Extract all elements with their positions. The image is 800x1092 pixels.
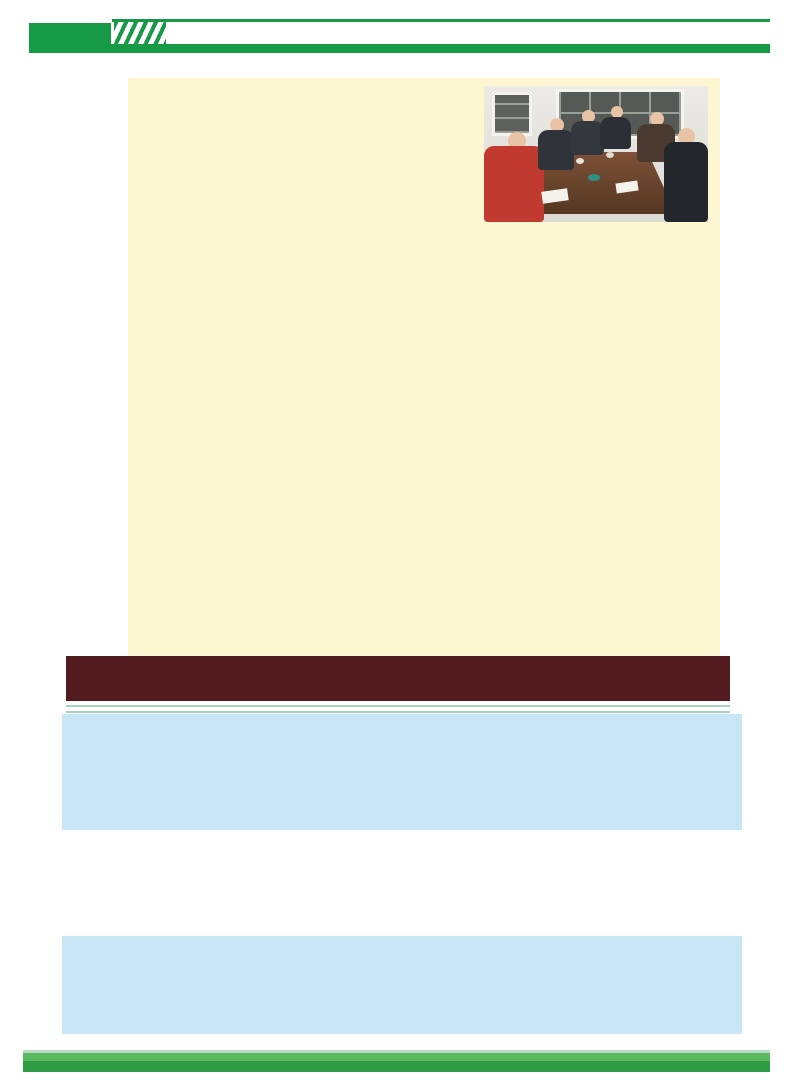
conference-photo-strip xyxy=(57,832,745,930)
footer-bar-mid xyxy=(23,1053,770,1061)
article-lead-box xyxy=(62,714,742,830)
meeting-room-photo xyxy=(484,86,708,222)
photo-cup xyxy=(606,152,614,158)
work-plan-block xyxy=(128,78,720,656)
page-number-badge xyxy=(29,23,111,44)
photo-cup xyxy=(576,158,584,164)
header-top-rule xyxy=(112,19,770,22)
photo-person-back xyxy=(664,142,708,222)
photo-window xyxy=(492,92,532,136)
photo-person-red-jacket xyxy=(484,146,544,222)
photo-ashtray xyxy=(588,174,600,181)
photo-person xyxy=(600,117,631,149)
header-green-bar xyxy=(29,44,770,53)
header-stripes-decoration xyxy=(114,22,166,45)
photo-person xyxy=(538,130,574,170)
article-body-box xyxy=(62,936,742,1034)
banner-divider-rule xyxy=(66,705,730,713)
headline-banner xyxy=(66,656,730,701)
footer-bar-dark xyxy=(23,1061,770,1072)
